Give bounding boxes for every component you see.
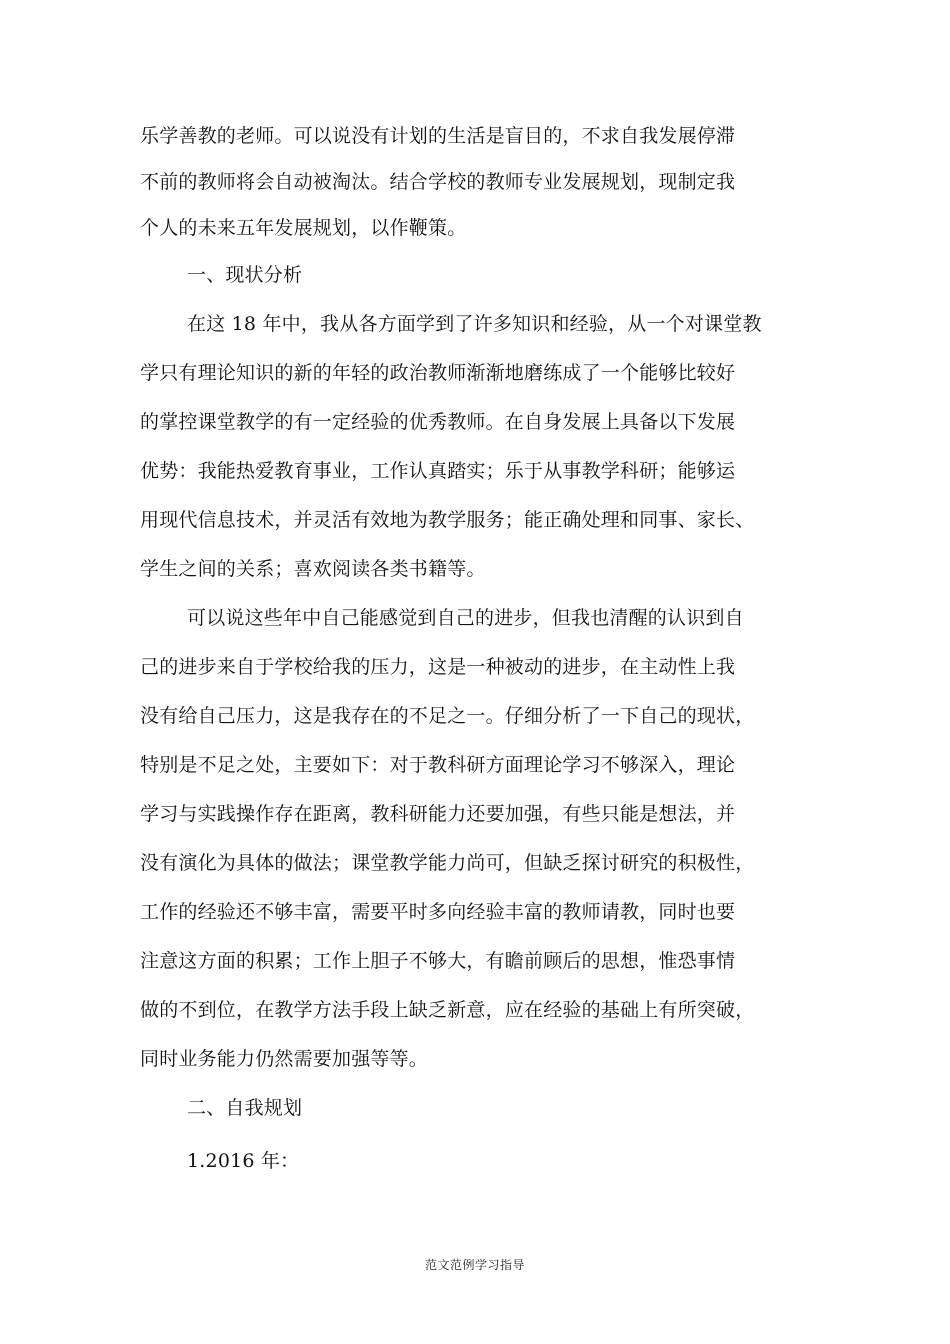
paragraph-experience-line-5: 用现代信息技术，并灵活有效地为教学服务；能正确处理和同事、家长、 — [140, 509, 755, 531]
paragraph-shortcomings-line-8: 注意这方面的积累；工作上胆子不够大，有瞻前顾后的思想，惟恐事情 — [140, 950, 736, 972]
paragraph-intro-line-1: 乐学善教的老师。可以说没有计划的生活是盲目的，不求自我发展停滞 — [140, 125, 736, 147]
section-heading-self-planning: 二、自我规划 — [187, 1097, 303, 1119]
paragraph-shortcomings-line-3: 没有给自己压力，这是我存在的不足之一。仔细分析了一下自己的现状， — [140, 705, 755, 727]
paragraph-shortcomings-line-4: 特别是不足之处，主要如下：对于教科研方面理论学习不够深入，理论 — [140, 754, 736, 776]
paragraph-experience-line-4: 优势：我能热爱教育事业，工作认真踏实；乐于从事教学科研；能够运 — [140, 460, 736, 482]
document-body — [140, 113, 830, 1186]
paragraph-experience-line-6: 学生之间的关系；喜欢阅读各类书籍等。 — [140, 558, 486, 580]
paragraph-shortcomings-line-9: 做的不到位，在教学方法手段上缺乏新意，应在经验的基础上有所突破， — [140, 999, 755, 1021]
paragraph-experience-line-2: 学只有理论知识的新的年轻的政治教师渐渐地磨练成了一个能够比较好 — [140, 362, 736, 384]
paragraph-shortcomings-line-1: 可以说这些年中自己能感觉到自己的进步，但我也清醒的认识到自 — [187, 607, 744, 629]
paragraph-experience-line-1: 在这 18 年中，我从各方面学到了许多知识和经验，从一个对课堂教 — [187, 313, 762, 335]
paragraph-intro-line-2: 不前的教师将会自动被淘汰。结合学校的教师专业发展规划，现制定我 — [140, 171, 736, 193]
subsection-heading-2016: 1.2016 年： — [187, 1150, 300, 1172]
paragraph-intro-line-3: 个人的未来五年发展规划，以作鞭策。 — [140, 217, 467, 239]
page-footer: 范文范例学习指导 — [424, 1258, 525, 1272]
paragraph-shortcomings-line-10: 同时业务能力仍然需要加强等等。 — [140, 1048, 429, 1070]
section-heading-status-analysis: 一、现状分析 — [187, 264, 303, 286]
paragraph-experience-line-3: 的掌控课堂教学的有一定经验的优秀教师。在自身发展上具备以下发展 — [140, 411, 736, 433]
paragraph-shortcomings-line-6: 没有演化为具体的做法；课堂教学能力尚可，但缺乏探讨研究的积极性， — [140, 852, 755, 874]
paragraph-shortcomings-line-5: 学习与实践操作存在距离，教科研能力还要加强，有些只能是想法，并 — [140, 803, 736, 825]
paragraph-shortcomings-line-2: 己的进步来自于学校给我的压力，这是一种被动的进步，在主动性上我 — [140, 656, 736, 678]
paragraph-shortcomings-line-7: 工作的经验还不够丰富，需要平时多向经验丰富的教师请教，同时也要 — [140, 901, 736, 923]
